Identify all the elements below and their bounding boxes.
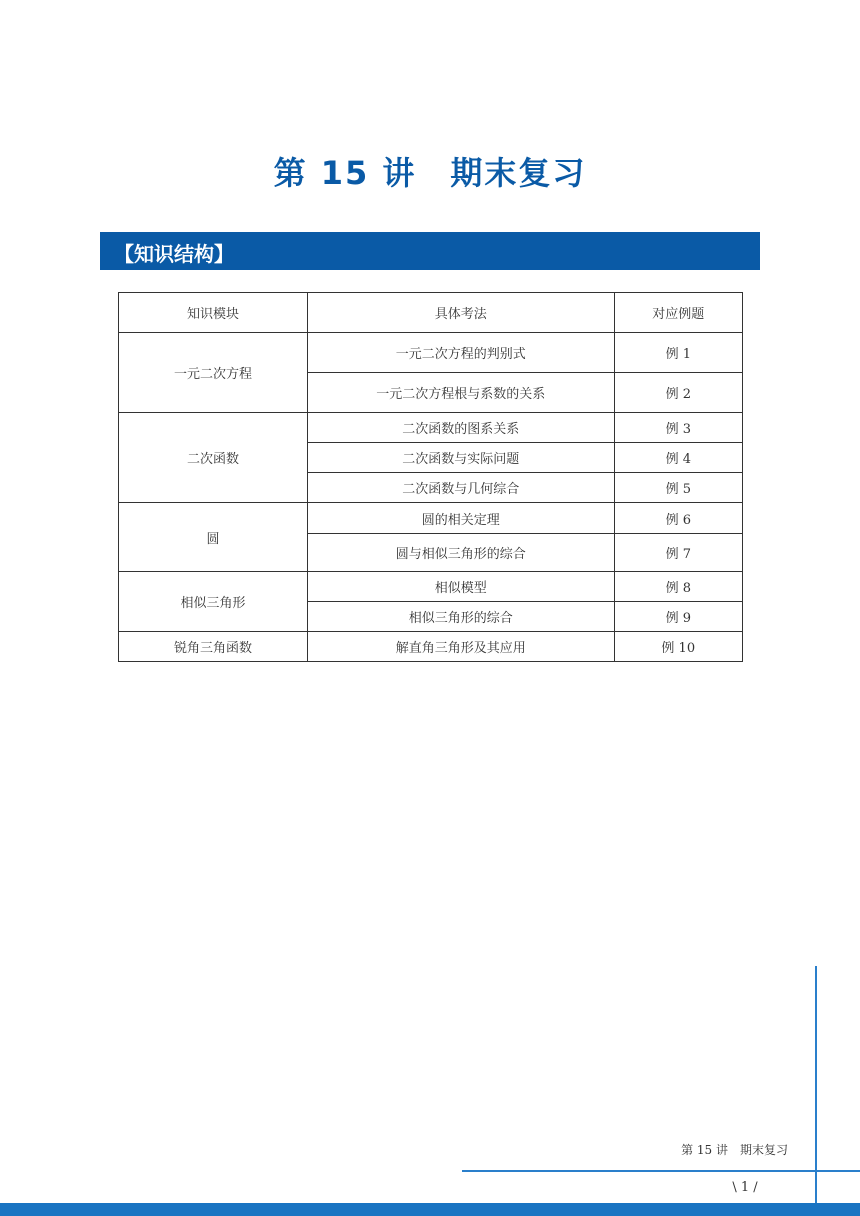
- example-cell: 例 8: [614, 572, 742, 602]
- method-cell: 解直角三角形及其应用: [308, 632, 614, 662]
- example-cell: 例 10: [614, 632, 742, 662]
- page-number: \ 1 /: [732, 1180, 758, 1195]
- module-cell: 圆: [119, 503, 308, 572]
- table-row: [119, 333, 743, 373]
- example-cell: 例 9: [614, 602, 742, 632]
- bottom-band: [0, 1203, 860, 1216]
- section-header: [100, 232, 760, 270]
- footer-horizontal-rule: [462, 1170, 860, 1172]
- knowledge-table: [118, 292, 743, 662]
- example-cell: 例 5: [614, 473, 742, 503]
- example-cell: 例 3: [614, 413, 742, 443]
- method-cell: 二次函数与实际问题: [308, 443, 614, 473]
- table-row: [119, 503, 743, 534]
- header-module: 知识模块: [119, 293, 308, 333]
- footer-vertical-rule: [815, 966, 817, 1204]
- table-row: [119, 632, 743, 662]
- method-cell: 圆与相似三角形的综合: [308, 534, 614, 572]
- method-cell: 相似模型: [308, 572, 614, 602]
- example-cell: 例 4: [614, 443, 742, 473]
- module-cell: 锐角三角函数: [119, 632, 308, 662]
- example-cell: 例 7: [614, 534, 742, 572]
- example-cell: 例 6: [614, 503, 742, 534]
- section-title: 【知识结构】: [114, 242, 234, 266]
- footer-lecture-title: 第 15 讲 期末复习: [681, 1143, 788, 1157]
- table-row: [119, 413, 743, 443]
- header-example: 对应例题: [614, 293, 742, 333]
- example-cell: 例 1: [614, 333, 742, 373]
- method-cell: 二次函数的图系关系: [308, 413, 614, 443]
- example-cell: 例 2: [614, 373, 742, 413]
- method-cell: 一元二次方程根与系数的关系: [308, 373, 614, 413]
- method-cell: 二次函数与几何综合: [308, 473, 614, 503]
- table-header-row: [119, 293, 743, 333]
- module-cell: 相似三角形: [119, 572, 308, 632]
- module-cell: 二次函数: [119, 413, 308, 503]
- header-method: 具体考法: [308, 293, 614, 333]
- page-title: 第 15 讲 期末复习: [273, 154, 587, 192]
- method-cell: 圆的相关定理: [308, 503, 614, 534]
- method-cell: 相似三角形的综合: [308, 602, 614, 632]
- method-cell: 一元二次方程的判别式: [308, 333, 614, 373]
- table-row: [119, 572, 743, 602]
- module-cell: 一元二次方程: [119, 333, 308, 413]
